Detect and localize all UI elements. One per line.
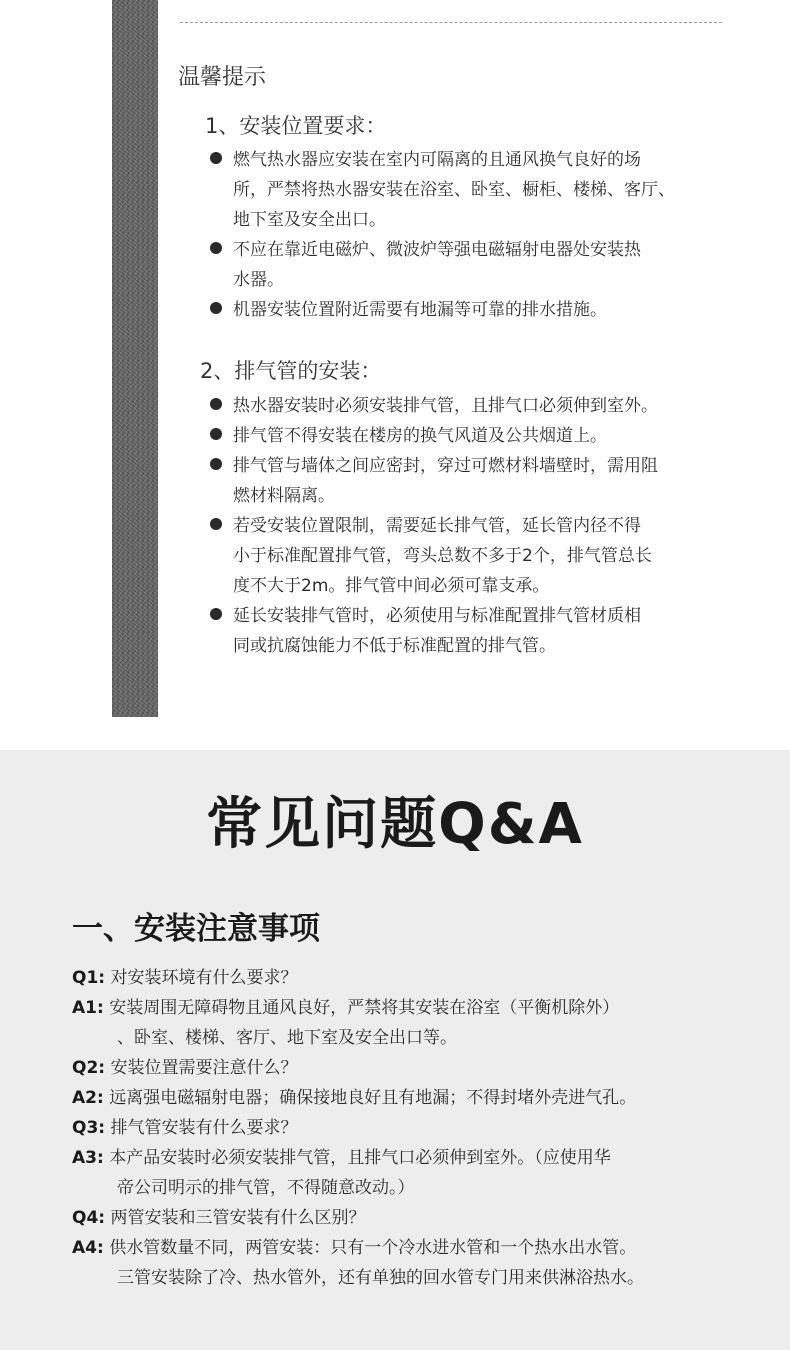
qa-answer: A2: 远离强电磁辐射电器；确保接地良好且有地漏；不得封堵外壳进气孔。 (72, 1088, 637, 1108)
qa-answer-continuation: 帝公司明示的排气管，不得随意改动。） (117, 1178, 415, 1198)
qa-answer: A3: 本产品安装时必须安装排气管，且排气口必须伸到室外。（应使用华 (72, 1148, 611, 1168)
bullet-continuation: 小于标准配置排气管，弯头总数不多于2个，排气管总长 (233, 546, 652, 566)
bullet-dot-icon (210, 428, 222, 440)
bullet-line: 延长安装排气管时，必须使用与标准配置排气管材质相 (210, 601, 641, 626)
bullet-line: 排气管与墙体之间应密封，穿过可燃材料墙壁时，需用阻 (210, 451, 658, 476)
qa-question: Q2: 安装位置需要注意什么？ (72, 1058, 298, 1078)
bullet-continuation: 燃材料隔离。 (233, 486, 335, 506)
qa-section (0, 750, 790, 1350)
bullet-dot-icon (210, 458, 222, 470)
bullet-dot-icon (210, 242, 222, 254)
bullet-dot-icon (210, 398, 222, 410)
qa-answer: A1: 安装周围无障碍物且通风良好，严禁将其安装在浴室（平衡机除外） (72, 998, 620, 1018)
bullet-dot-icon (210, 152, 222, 164)
qa-question: Q1: 对安装环境有什么要求？ (72, 968, 298, 988)
dashed-divider (180, 22, 722, 23)
bullet-continuation: 度不大于2m。排气管中间必须可靠支承。 (233, 576, 550, 596)
bullet-dot-icon (210, 518, 222, 530)
qa-title: 常见问题Q&A (206, 792, 584, 857)
bullet-line: 热水器安装时必须安装排气管，且排气口必须伸到室外。 (210, 391, 658, 416)
section-heading-exhaust-pipe: 2、排气管的安装： (200, 359, 382, 383)
tips-title: 温馨提示 (178, 65, 267, 90)
qa-subtitle: 一、安装注意事项 (72, 911, 320, 947)
section-heading-install-position: 1、安装位置要求： (205, 114, 387, 138)
qa-answer-continuation: 三管安装除了冷、热水管外，还有单独的回水管专门用来供淋浴热水。 (117, 1268, 644, 1288)
bullet-line: 若受安装位置限制，需要延长排气管，延长管内径不得 (210, 511, 641, 536)
bullet-continuation: 地下室及安全出口。 (233, 210, 386, 230)
bullet-continuation: 所，严禁将热水器安装在浴室、卧室、橱柜、楼梯、客厅、 (233, 180, 675, 200)
decorative-texture-bar (112, 0, 158, 717)
bullet-line: 不应在靠近电磁炉、微波炉等强电磁辐射电器处安装热 (210, 235, 641, 260)
bullet-dot-icon (210, 608, 222, 620)
bullet-dot-icon (210, 302, 222, 314)
bullet-line: 燃气热水器应安装在室内可隔离的且通风换气良好的场 (210, 145, 641, 170)
bullet-line: 机器安装位置附近需要有地漏等可靠的排水措施。 (210, 295, 607, 320)
qa-question: Q3: 排气管安装有什么要求？ (72, 1118, 298, 1138)
bullet-continuation: 同或抗腐蚀能力不低于标准配置的排气管。 (233, 636, 556, 656)
qa-question: Q4: 两管安装和三管安装有什么区别？ (72, 1208, 366, 1228)
bullet-continuation: 水器。 (233, 270, 284, 290)
bullet-line: 排气管不得安装在楼房的换气风道及公共烟道上。 (210, 421, 607, 446)
qa-answer: A4: 供水管数量不同，两管安装：只有一个冷水进水管和一个热水出水管。 (72, 1238, 637, 1258)
qa-answer-continuation: 、卧室、楼梯、客厅、地下室及安全出口等。 (117, 1028, 457, 1048)
